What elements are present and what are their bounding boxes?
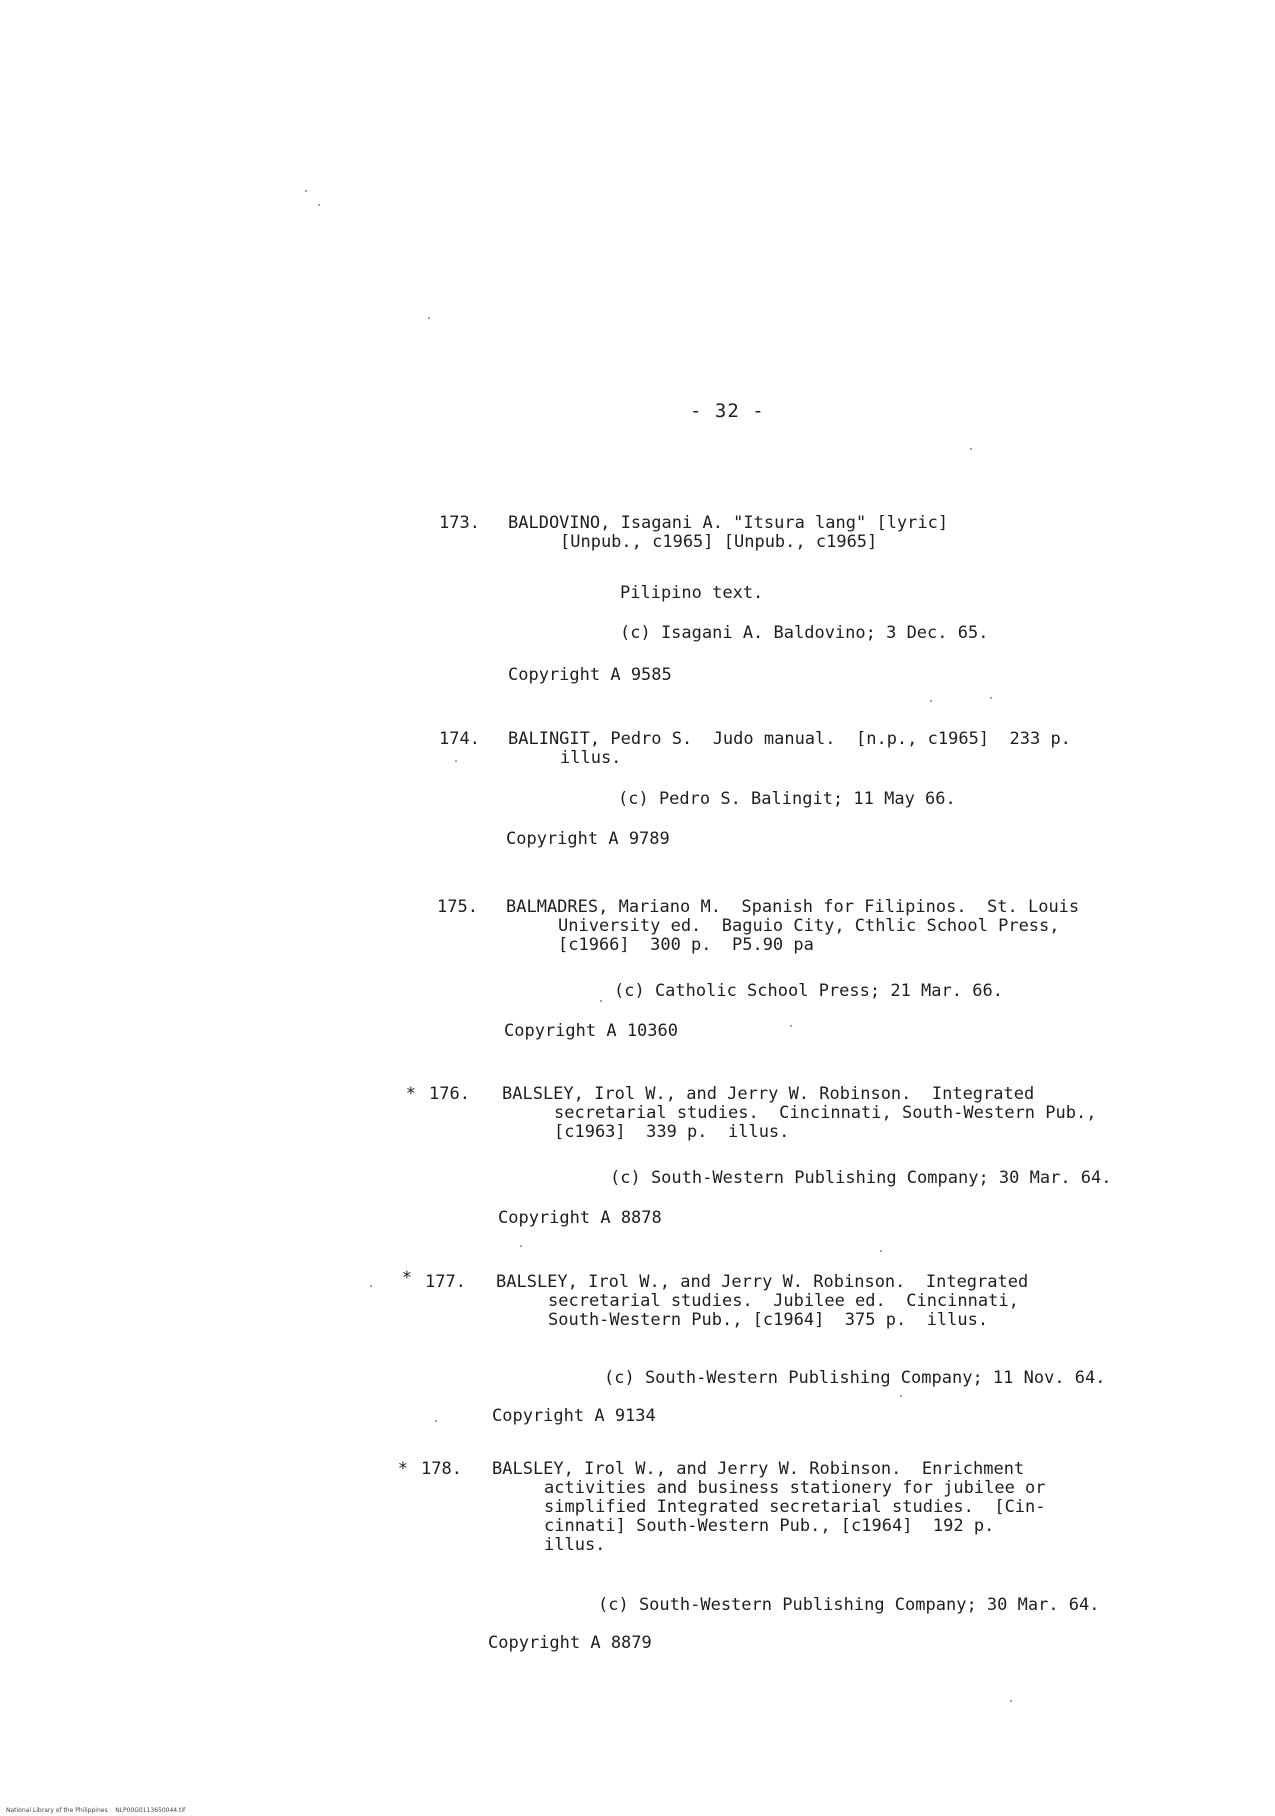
copyright-registration: Copyright A 8878 bbox=[498, 1208, 662, 1228]
entry-line: cinnati] South-Western Pub., [c1964] 192 p. bbox=[544, 1516, 995, 1536]
copyright-notice: (c) Isagani A. Baldovino; 3 Dec. 65. bbox=[620, 623, 989, 643]
entry-line: BALSLEY, Irol W., and Jerry W. Robinson. Enrichment bbox=[492, 1459, 1025, 1479]
asterisk-mark: * bbox=[401, 1268, 412, 1288]
entry-line: BALSLEY, Irol W., and Jerry W. Robinson. Integrated bbox=[502, 1084, 1035, 1104]
entry-line: activities and business stationery for jubilee or bbox=[544, 1478, 1046, 1498]
catalog-entry bbox=[420, 730, 1140, 870]
copyright-registration: Copyright A 8879 bbox=[488, 1633, 652, 1653]
entry-note: Pilipino text. bbox=[620, 583, 764, 603]
scan-speck bbox=[880, 1250, 882, 1252]
copyright-registration: Copyright A 9585 bbox=[508, 665, 672, 685]
entry-line: BALDOVINO, Isagani A. "Itsura lang" [lyric] bbox=[508, 513, 949, 533]
catalog-entry bbox=[400, 1085, 1140, 1235]
scan-speck bbox=[305, 190, 307, 192]
scan-speck bbox=[970, 448, 972, 450]
entry-line: University ed. Baguio City, Cthlic School Press, bbox=[558, 916, 1060, 936]
scan-speck bbox=[455, 760, 457, 762]
page-number: - 32 - bbox=[690, 400, 765, 422]
copyright-notice: (c) Catholic School Press; 21 Mar. 66. bbox=[614, 981, 1003, 1001]
entry-line: BALMADRES, Mariano M. Spanish for Filipinos. St. Louis bbox=[506, 897, 1080, 917]
scan-speck bbox=[1010, 1700, 1012, 1702]
entry-number: 177. bbox=[425, 1272, 466, 1292]
scan-speck bbox=[318, 204, 320, 206]
copyright-notice: (c) Pedro S. Balingit; 11 May 66. bbox=[618, 789, 956, 809]
entry-line: [c1966] 300 p. P5.90 pa bbox=[558, 935, 814, 955]
entry-number: 176. bbox=[429, 1084, 470, 1104]
entry-line: simplified Integrated secretarial studies. [Cin- bbox=[544, 1497, 1046, 1517]
scan-speck bbox=[520, 1245, 522, 1247]
copyright-registration: Copyright A 10360 bbox=[504, 1021, 678, 1041]
copyright-notice: (c) South-Western Publishing Company; 30 Mar. 64. bbox=[610, 1168, 1112, 1188]
scan-speck bbox=[930, 700, 932, 702]
entry-number: 178. bbox=[421, 1459, 462, 1479]
entry-number: 175. bbox=[437, 897, 478, 917]
entry-line: BALINGIT, Pedro S. Judo manual. [n.p., c1965] 233 p. bbox=[508, 729, 1071, 749]
entry-line: illus. bbox=[560, 748, 622, 768]
copyright-notice: (c) South-Western Publishing Company; 11 Nov. 64. bbox=[604, 1368, 1106, 1388]
scan-footer: National Library of the Philippines NLP00G0113650044.tif bbox=[6, 1807, 186, 1814]
scan-speck bbox=[428, 317, 430, 319]
scan-speck bbox=[790, 1025, 792, 1027]
copyright-notice: (c) South-Western Publishing Company; 30 Mar. 64. bbox=[598, 1595, 1100, 1615]
entry-line: secretarial studies. Jubilee ed. Cincinnati, bbox=[548, 1291, 1019, 1311]
catalog-entry bbox=[418, 898, 1138, 1048]
entry-line: secretarial studies. Cincinnati, South-Western Pub., bbox=[554, 1103, 1097, 1123]
scan-speck bbox=[900, 1395, 902, 1397]
entry-line: illus. bbox=[544, 1535, 606, 1555]
catalog-entry bbox=[420, 514, 1140, 684]
scan-speck bbox=[990, 697, 992, 699]
entry-line: BALSLEY, Irol W., and Jerry W. Robinson. Integrated bbox=[496, 1272, 1029, 1292]
scan-speck bbox=[435, 1420, 437, 1422]
entry-line: [c1963] 339 p. illus. bbox=[554, 1122, 790, 1142]
catalog-entry bbox=[392, 1460, 1140, 1660]
scan-speck bbox=[370, 1285, 372, 1287]
entry-number: 173. bbox=[439, 513, 480, 533]
copyright-registration: Copyright A 9789 bbox=[506, 829, 670, 849]
entry-line: [Unpub., c1965] [Unpub., c1965] bbox=[560, 532, 878, 552]
scan-speck bbox=[600, 1000, 602, 1002]
asterisk-mark: * bbox=[397, 1459, 408, 1479]
entry-line: South-Western Pub., [c1964] 375 p. illus. bbox=[548, 1310, 989, 1330]
entry-number: 174. bbox=[439, 729, 480, 749]
catalog-entry bbox=[396, 1268, 1140, 1426]
copyright-registration: Copyright A 9134 bbox=[492, 1406, 656, 1426]
asterisk-mark: * bbox=[405, 1084, 416, 1104]
